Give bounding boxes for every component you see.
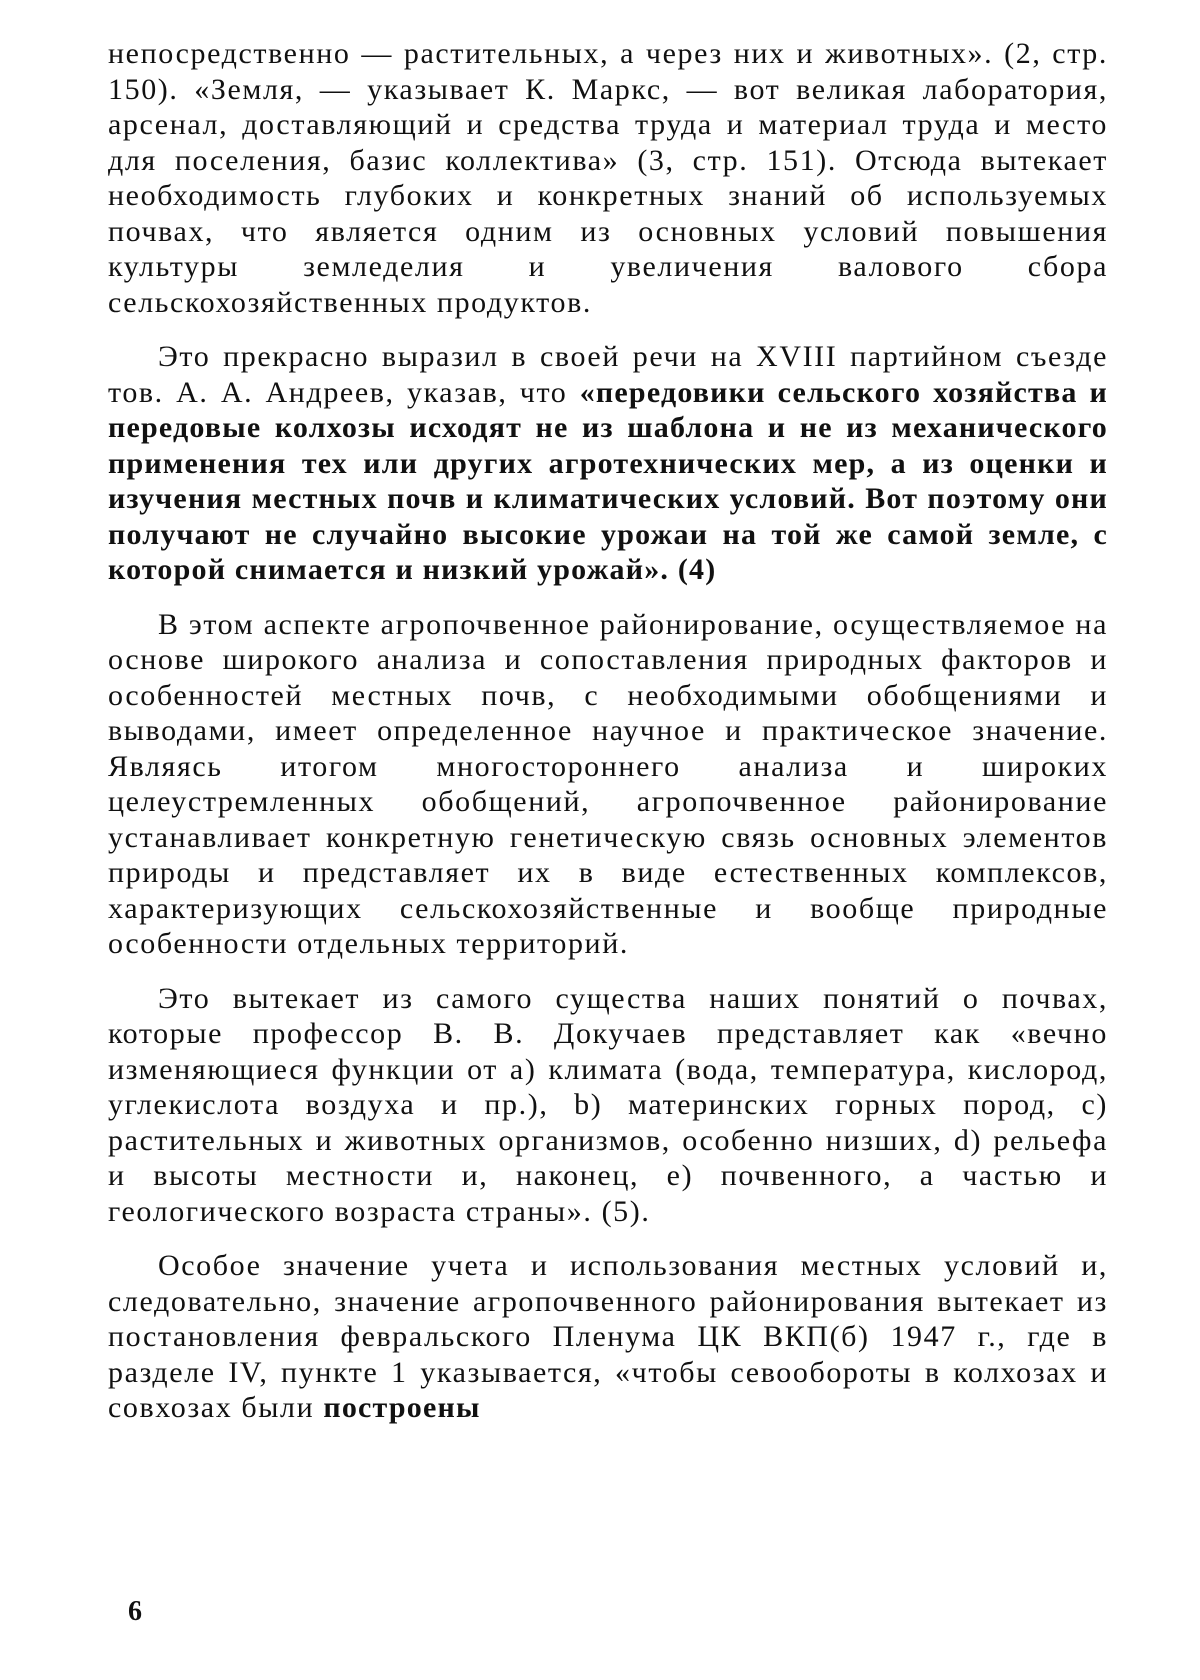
paragraph-text: непосредственно — растительных, а через них и животных». (2, стр. 150). «Земля, — указывает К. Маркс, — вот великая лаборатория, арсенал, доставляющий и средства труда и материал труда и место для поселения, базис коллектива» (3, стр. 151). Отсюда вытекает необходимость глубоких и конкретных знаний об используемых почвах, что является одним из основных условий повышения культуры земледелия и увеличения валового сбора сельскохозяйственных продуктов. — [108, 37, 1108, 319]
paragraph — [108, 607, 1108, 962]
paragraph-text: В этом аспекте агропочвенное районирование, осуществляемое на основе широкого анализа и сопоставления природных факторов и особенностей местных почв, с необходимыми обобщениями и выводами, имеет определенное научное и практическое значение. Являясь итогом многостороннего анализа и широких целеустремленных обобщений, агропочвенное районирование устанавливает конкретную генетическую связь основных элементов природы и представляет их в виде естественных комплексов, характеризующих сельскохозяйственные и вообще природные особенности отдельных территорий. — [108, 607, 1108, 960]
paragraph-text: Это прекрасно выразил в своей речи на XVIII партийном съезде тов. А. А. Андреев, указав, что — [108, 340, 1108, 409]
paragraph-text: Это вытекает из самого существа наших понятий о почвах, которые профессор В. В. Докучаев представляет как «вечно изменяющиеся функции от а) климата (вода, температура, кислород, углекислота воздуха и пр.), b) материнских горных пород, с) растительных и животных организмов, особенно низших, d) рельефа и высоты местности и, наконец, е) почвенного, а частью и геологического возраста страны». (5). — [108, 981, 1108, 1228]
body-text — [108, 36, 1108, 1445]
paragraph — [108, 339, 1108, 588]
paragraph — [108, 36, 1108, 320]
quotation-bold: «передовики сельского хозяйства и передовые колхозы исходят не из шаблона и не из механического применения тех или других агротехнических мер, а из оценки и изучения местных почв и климатических условий. Вот поэтому они получают не случайно высокие урожаи на той же самой земле, с которой снимается и низкий урожай». (4) — [108, 375, 1108, 586]
page-number: 6 — [128, 1596, 142, 1627]
paragraph — [108, 981, 1108, 1230]
paragraph — [108, 1248, 1108, 1426]
paragraph-text-bold: построены — [323, 1391, 481, 1424]
paragraph-text: Особое значение учета и использования местных условий и, следовательно, значение агропочвенного районирования вытекает из постановления февральского Пленума ЦК ВКП(б) 1947 г., где в разделе IV, пункте 1 указывается, «чтобы севообороты в колхозах и совхозах были — [108, 1249, 1108, 1424]
